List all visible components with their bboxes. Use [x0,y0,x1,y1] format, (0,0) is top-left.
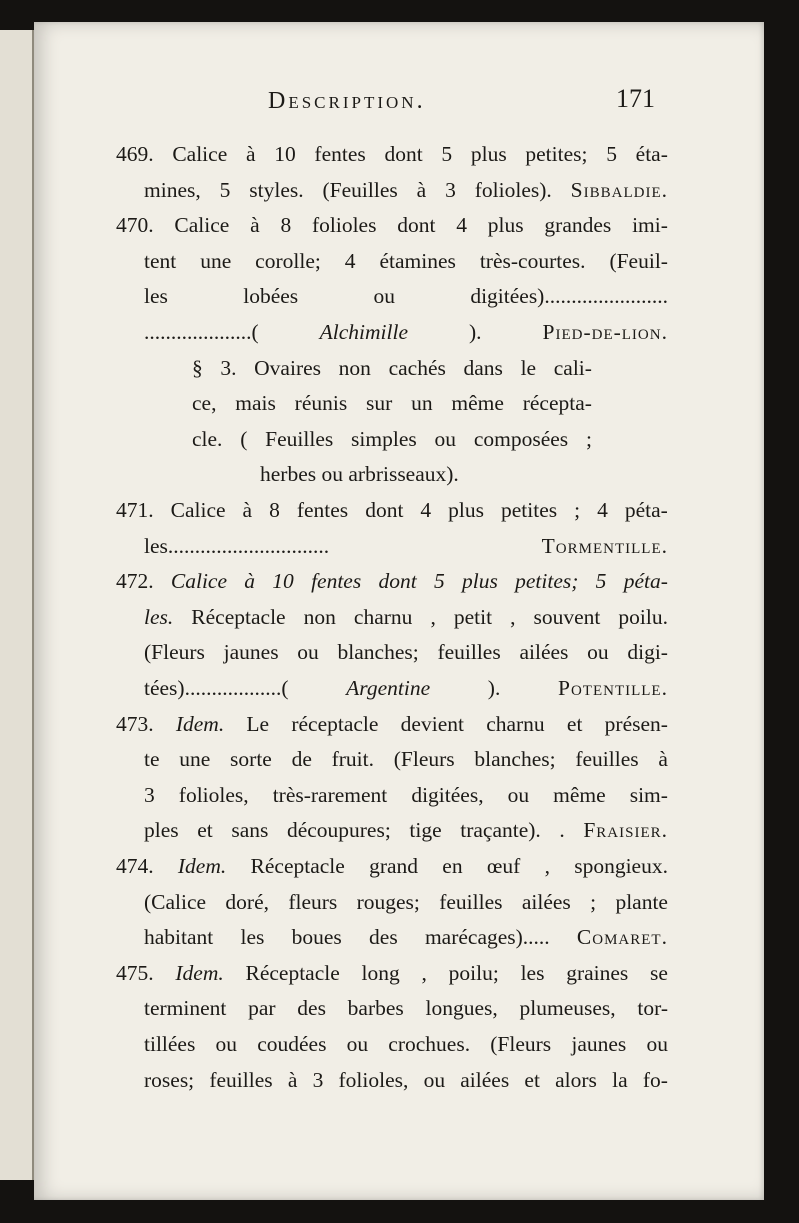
text-word: les [520,960,545,985]
text-word: un [411,391,433,416]
text-word: Calice [170,498,226,522]
text-line [144,603,668,631]
text-word: (Fleurs [393,747,455,772]
text-word: très-courtes. [479,248,586,273]
text-word: grandes [544,213,612,238]
text-word: blanches; [337,640,419,665]
text-word: en [442,854,463,878]
text-word: petites [501,498,558,522]
running-head [34,84,764,124]
text-word: 5 [219,177,231,202]
text-line [116,852,668,880]
text-word: long [361,960,400,985]
text-word: 475. [116,960,154,985]
text-word: ou [587,640,609,665]
text-word: ; [590,889,597,914]
text-word: fentes [311,569,362,594]
text-word: 10 [272,569,294,594]
text-word: de [291,747,312,772]
text-word: folioles, [178,782,249,807]
text-word: 4 [456,213,468,238]
running-head-title: Description. [268,88,426,114]
text-word: Ovaires [254,355,322,380]
text-word: 5 [606,142,617,166]
text-word: Fraisier. [583,818,668,843]
text-word: feuilles [439,889,503,914]
text-word: charnu [486,711,545,736]
text-word: 3 [312,1067,324,1092]
text-word: se [650,960,668,985]
text-word: souvent [533,604,601,629]
text-word: 5 [595,569,607,594]
text-word: ou [507,782,530,807]
text-word: 4 [420,498,432,522]
text-word: Calice [172,142,228,166]
text-line [116,496,668,524]
text-word: plus [470,142,507,166]
text-word: poilu; [448,960,499,985]
text-word: les [144,284,168,309]
text-word: sur [366,391,393,416]
text-word: 469. [116,142,154,166]
text-word: folioles [311,213,377,238]
text-word: 3 [445,177,456,202]
text-word: 474. [116,854,154,878]
text-word: cle. [192,426,223,451]
text-word: te [144,747,160,772]
text-word: non [338,355,371,380]
text-word: dont [384,142,423,166]
text-line [116,567,668,595]
text-word: Comaret. [576,925,668,950]
text-word: , [430,604,436,629]
text-word: à [250,213,260,238]
text-line [260,460,459,488]
text-word: composées [473,426,569,451]
text-word: étamines [379,248,456,273]
text-line [116,140,668,168]
text-word: 473. [116,711,154,736]
text-word: Alchimille [319,320,409,344]
text-word: 472. [116,569,154,594]
text-word: à [287,1067,298,1092]
text-word: 5 [433,569,445,594]
text-word: plus [448,498,485,522]
text-word: péta- [623,569,668,594]
text-word: les [240,925,265,950]
text-word: § [192,355,203,380]
text-word: barbes [347,996,404,1021]
text-word: 10 [274,142,296,166]
text-word: tillées [144,1032,196,1056]
text-word: Pied-de-lion. [542,320,668,344]
text-word: petites; [515,569,579,594]
text-word: dont [397,213,436,238]
text-line [144,888,668,916]
text-word: dans [463,355,503,380]
text-word: dont [378,569,417,594]
text-word: alors [555,1067,597,1092]
text-word: Sibbaldie. [570,177,668,202]
text-word: longues, [425,996,498,1021]
text-word: 470. [116,213,154,238]
text-word: . [559,818,565,843]
text-word: ailées [519,640,569,665]
text-line [144,816,668,844]
text-word: mines, [144,177,201,202]
text-word: mais [235,391,276,416]
text-word: crochues. [388,1032,471,1056]
text-word: tige [409,818,442,843]
text-word: à [242,498,253,522]
text-word: très-rarement [272,782,388,807]
book-page [34,22,764,1200]
text-word: même [553,782,606,807]
text-word: ou [346,1032,369,1056]
text-line [192,389,592,417]
text-line [144,532,668,560]
text-word: poilu. [618,604,668,629]
text-word: , [544,854,550,878]
text-word: doré, [225,889,269,914]
text-line [116,710,668,738]
text-word: (Fleurs [144,640,205,665]
text-word: tées)..................( [144,676,289,700]
text-word: , [421,960,427,985]
text-word: imi- [632,213,668,238]
text-word: cachés [388,355,446,380]
text-word: ). [468,320,482,344]
text-word: fentes [296,498,349,522]
text-word: fruit. [331,747,375,772]
text-word: Tormentille. [541,533,668,558]
text-word: Réceptacle [245,960,340,985]
text-line [192,425,592,453]
text-word: fo- [642,1067,668,1092]
text-word: 5 [441,142,453,166]
text-word: jaunes [571,1032,627,1056]
text-word: Potentille. [558,676,668,700]
text-word: ailées [460,1067,510,1092]
text-word: plante [615,889,668,914]
text-word: blanches; [474,747,556,772]
text-word: spongieux. [574,854,668,878]
text-word: (Fleurs [490,1032,552,1056]
text-word: Argentine [346,676,431,700]
text-word: 3 [144,782,155,807]
text-word: ou [423,1067,446,1092]
text-line [144,282,668,310]
text-word: folioles, [338,1067,409,1092]
text-word: ....................( [144,320,259,344]
text-line [144,674,668,702]
text-line [144,176,668,204]
text-word: simples [351,426,417,451]
text-word: Idem. [175,711,225,736]
text-word: des [369,925,398,950]
text-word: par [248,996,276,1021]
text-word: digi- [627,640,668,665]
text-word: Feuilles [265,426,334,451]
text-word: 471. [116,498,154,522]
text-word: sim- [629,782,668,807]
text-word: ce, [192,391,217,416]
text-word: charnu [353,604,413,629]
text-word: dont [365,498,404,522]
text-word: fleurs [288,889,338,914]
text-word: feuilles [209,1067,273,1092]
text-line [144,1066,668,1094]
text-word: rouges; [356,889,420,914]
text-word: Le [246,711,270,736]
text-word: une [179,747,211,772]
text-word: ou [297,640,319,665]
text-word: et [197,818,213,843]
text-word: 3. [220,355,237,380]
text-line [116,211,668,239]
text-word: découpures; [286,818,391,843]
text-word: une [200,248,232,273]
text-word: éta- [635,142,668,166]
text-word: habitant [144,925,214,950]
text-word: le [520,355,537,380]
text-word: Idem. [177,854,227,878]
text-word: les.............................. [144,533,330,558]
text-word: et [566,711,583,736]
text-word: boues [291,925,342,950]
text-word: petites; [525,142,588,166]
text-word: Idem. [175,960,224,985]
text-word: Réceptacle [191,604,286,629]
text-word: lobées [243,284,299,309]
text-word: coudées [257,1032,327,1056]
text-word: ou [373,284,395,309]
text-word: même [451,391,504,416]
text-word: Calice [170,569,228,594]
text-word: devient [400,711,464,736]
text-word: non [303,604,336,629]
text-word: Réceptacle [250,854,345,878]
page-number: 171 [616,84,655,113]
text-word: des [297,996,326,1021]
text-word: (Feuilles [322,177,398,202]
text-word: feuilles [575,747,639,772]
text-word: terminent [144,996,227,1021]
text-word: réunis [294,391,348,416]
text-line [144,994,668,1022]
text-word: ailées [521,889,571,914]
text-word: (Feuil- [609,248,668,273]
text-word: à [658,747,668,772]
text-word: sans [231,818,269,843]
text-line [144,638,668,666]
text-line [192,354,592,382]
text-word: tent [144,248,177,273]
text-word: , [510,604,516,629]
text-word: et [524,1067,540,1092]
text-word: récepta- [522,391,592,416]
text-word: plus [487,213,524,238]
text-word: herbes ou arbrisseaux). [260,462,459,487]
text-word: 4 [344,248,356,273]
text-line [144,1030,668,1058]
text-word: ). [487,676,501,700]
text-word: Calice [174,213,230,238]
text-word: digitées)....................... [470,284,668,309]
text-line [116,959,668,987]
text-line [144,745,668,773]
text-word: roses; [144,1067,195,1092]
text-word: styles. [249,177,304,202]
text-word: petit [453,604,493,629]
text-word: fentes [314,142,366,166]
text-word: ou [646,1032,668,1056]
text-word: feuilles [437,640,501,665]
text-word: marécages)..... [424,925,550,950]
text-word: sorte [230,747,272,772]
text-word: 4 [597,498,608,522]
text-word: péta- [624,498,668,522]
text-word: réceptacle [291,711,379,736]
text-word: les. [144,604,174,629]
facing-page-edge [0,30,34,1180]
text-word: ou [215,1032,238,1056]
text-word: la [612,1067,628,1092]
text-word: cali- [553,355,592,380]
text-word: à [245,142,256,166]
text-word: ples [144,818,179,843]
text-word: 8 [280,213,292,238]
text-line [144,781,668,809]
text-word: plumeuses, [519,996,616,1021]
text-word: ; [574,498,581,522]
text-line [144,318,668,346]
text-word: (Calice [144,889,207,914]
text-word: à [244,569,256,594]
text-word: ou [434,426,457,451]
text-word: graines [566,960,629,985]
text-word: folioles). [474,177,552,202]
text-word: œuf [486,854,521,878]
text-line [144,923,668,951]
text-word: ; [585,426,592,451]
text-word: ( [240,426,248,451]
text-line [144,247,668,275]
text-word: traçante). [460,818,541,843]
text-word: plus [462,569,498,594]
text-word: digitées, [411,782,484,807]
text-word: à [416,177,427,202]
text-word: présen- [604,711,668,736]
text-word: 8 [269,498,280,522]
text-word: grand [369,854,419,878]
text-word: tor- [637,996,668,1021]
text-word: jaunes [223,640,279,665]
text-word: corolle; [255,248,321,273]
